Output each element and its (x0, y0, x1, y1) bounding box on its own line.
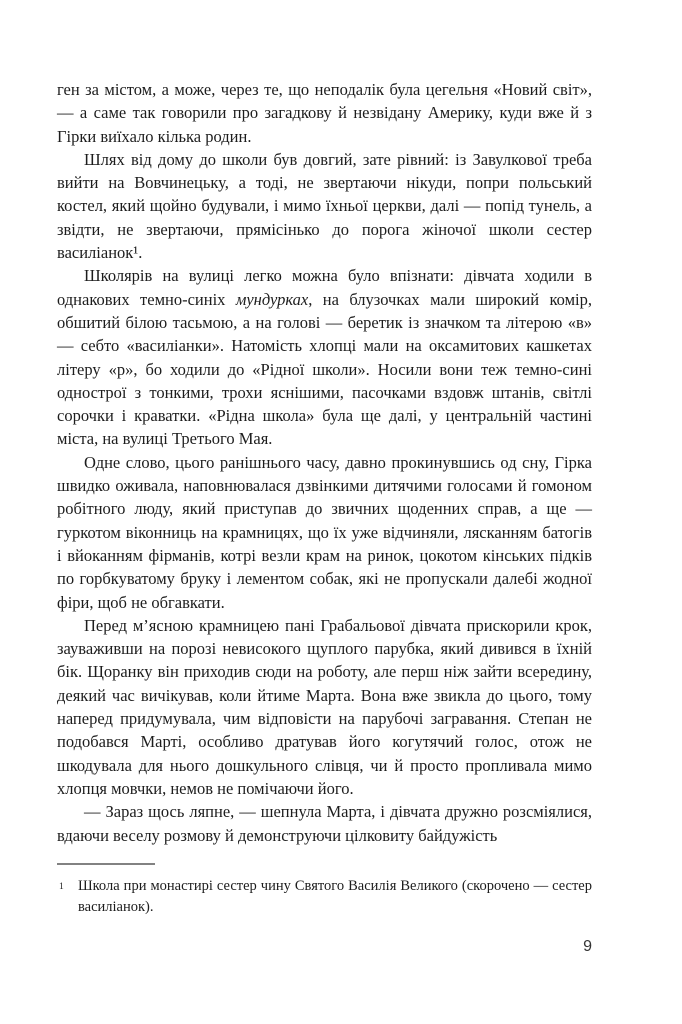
text-segment: , на блузочках мали широкий комір, обшитий білою тасьмою, а на голові — беретик із значком та літерою «в» — себто «василіанки». Натомість хлопці мали на оксамитових кашкетах літеру «р», бо ходили до «Рідної школи». Носили вони теж темно-сині однострої з тонкими, трохи яснішими, пасочками вздовж штанів, світлі сорочки і краватки. «Рідна школа» була ще далі, у центральній частині міста, на вулиці Третього Мая. (57, 289, 592, 449)
footnote-text: Школа при монастирі сестер чину Святого Василія Великого (скорочено — сестер василіанок). (78, 877, 592, 916)
footnote (57, 876, 592, 919)
footnote-rule (57, 863, 155, 865)
page-text (57, 78, 592, 847)
paragraph (57, 451, 592, 614)
footnote-area (57, 863, 592, 919)
footnote-marker: 1 (59, 881, 64, 892)
paragraph (57, 800, 592, 847)
paragraph (57, 148, 592, 264)
italic-text: мундурках (235, 289, 309, 309)
text-segment: Шлях від дому до школи був довгий, зате рівний: із Завулкової треба вийти на Вовчинецьку, а тоді, не звертаючи нікуди, попри польський костел, який щойно будували, і мимо їхньої церкви, далі — попід тунель, а звідти, не звертаючи, прямісінько до порога жіночої школи сестер василіанок¹. (57, 149, 592, 263)
page-number: 9 (583, 937, 592, 955)
text-segment: ген за містом, а може, через те, що неподалік була цегельня «Новий світ», — а саме так говорили про загадкову й незвідану Америку, куди вже й з Гірки виїхало кілька родин. (57, 80, 592, 146)
text-segment: Одне слово, цього ранішнього часу, давно прокинувшись од сну, Гірка швидко оживала, наповнювалася дзвінкими дитячими голосами й гомоном робітного люду, який приступав до звичних щоденних справ, а ще — гуркотом віконниць на крамницях, що їх уже відчиняли, лясканням батогів і вйоканням фірманів, котрі везли крам на ринок, цокотом кінських підків по горбкуватому бруку і лементом собак, які не пропускали далебі жодної фіри, щоб не обгавкати. (57, 452, 592, 612)
paragraph (57, 264, 592, 450)
paragraph (57, 614, 592, 800)
text-segment: — Зараз щось ляпне, — шепнула Марта, і дівчата дружно розсміялися, вдаючи веселу розмову й демонструючи цілковиту байдужість (57, 802, 592, 845)
text-segment: Перед м’ясною крамницею пані Грабальової дівчата прискорили крок, зауваживши на порозі невисокого щуплого парубка, який дивився в їхній бік. Щоранку він приходив сюди на роботу, але перш ніж зайти всередину, деякий час вичікував, коли йтиме Марта. Вона вже звикла до цього, тому наперед придумувала, чим відповісти на парубочі загравання. Степан не подобався Марті, особливо дратував його когутячий голос, отож не шкодувала для нього дошкульного слівця, чи й просто пропливала мимо хлопця мовчки, немов не помічаючи його. (57, 615, 592, 798)
paragraph (57, 78, 592, 148)
text-segment: Школярів на вулиці легко можна було впізнати: дівчата ходили в однакових темно-синіх (57, 266, 592, 309)
